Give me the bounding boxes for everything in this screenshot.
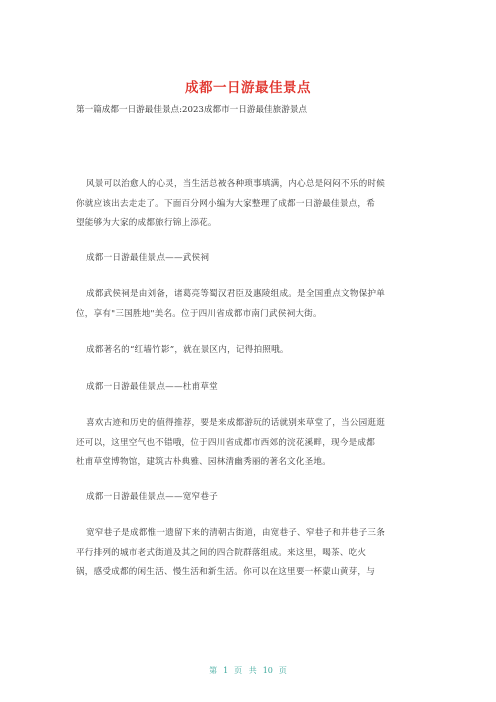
wuhou-note [76,341,425,361]
dufu-line: 喜欢古迹和历史的值得推荐，要是来成都游玩的话就别来草堂了，当公园逛逛 [86,418,385,428]
page-number: 1 [223,666,229,675]
dufu-line: 杜甫草堂博物馆，建筑古朴典雅、园林清幽秀丽的著名文化圣地。 [76,457,332,467]
wuhou-paragraph [76,285,425,324]
kuanzhai-line: 锅，感受成都的闲生活、慢生活和新生活。你可以在这里要一杯蒙山黄芽，与 [76,567,375,577]
footer-middle: 页 共 [234,666,257,675]
total-pages: 10 [262,666,273,675]
heading-text: 成都一日游最佳景点——杜甫草堂 [86,382,218,392]
section-heading-kuanzhai [76,488,425,508]
section-heading-dufu [76,378,425,398]
intro-line: 风景可以治愈人的心灵，当生活总被各种琐事填满，内心总是闷闷不乐的时候 [86,179,385,189]
intro-line: 望能够为大家的成都旅行锦上添花。 [76,218,217,228]
dufu-line: 还可以，这里空气也不错哦，位于四川省成都市西郊的浣花溪畔，现今是成都 [76,437,375,448]
heading-text: 成都一日游最佳景点——宽窄巷子 [86,492,218,502]
kuanzhai-paragraph [76,524,425,583]
document-title: 成都一日游最佳景点 [185,80,311,96]
heading-text: 成都一日游最佳景点——武侯祠 [86,253,210,263]
section-heading-wuhou [76,249,425,269]
intro-paragraph [76,175,425,234]
note-text: 成都著名的“红墙竹影”，就在景区内，记得拍照哦。 [86,345,289,355]
footer-prefix: 第 [209,666,218,675]
wuhou-line: 位，享有"三国胜地"美名。位于四川省成都市南门武侯祠大街。 [76,308,322,319]
wuhou-line: 成都武侯祠是由刘备，诸葛亮等蜀汉君臣及惠陵组成。是全国重点文物保护单 [86,289,385,299]
kuanzhai-line: 宽窄巷子是成都惟一遗留下来的清朝古街道，由宽巷子、窄巷子和井巷子三条 [86,528,385,538]
dufu-paragraph [76,414,425,473]
kuanzhai-line: 平行排列的城市老式街道及其之间的四合院群落组成。来这里，喝茶、吃火 [76,547,367,558]
document-subtitle: 第一篇成都一日游最佳景点:2023成都市一日游最佳旅游景点 [76,105,308,115]
page-footer [0,665,496,676]
footer-suffix: 页 [278,666,287,675]
intro-line: 你就应该出去走走了。下面百分网小编为大家整理了成都一日游最佳景点，希 [76,198,375,209]
